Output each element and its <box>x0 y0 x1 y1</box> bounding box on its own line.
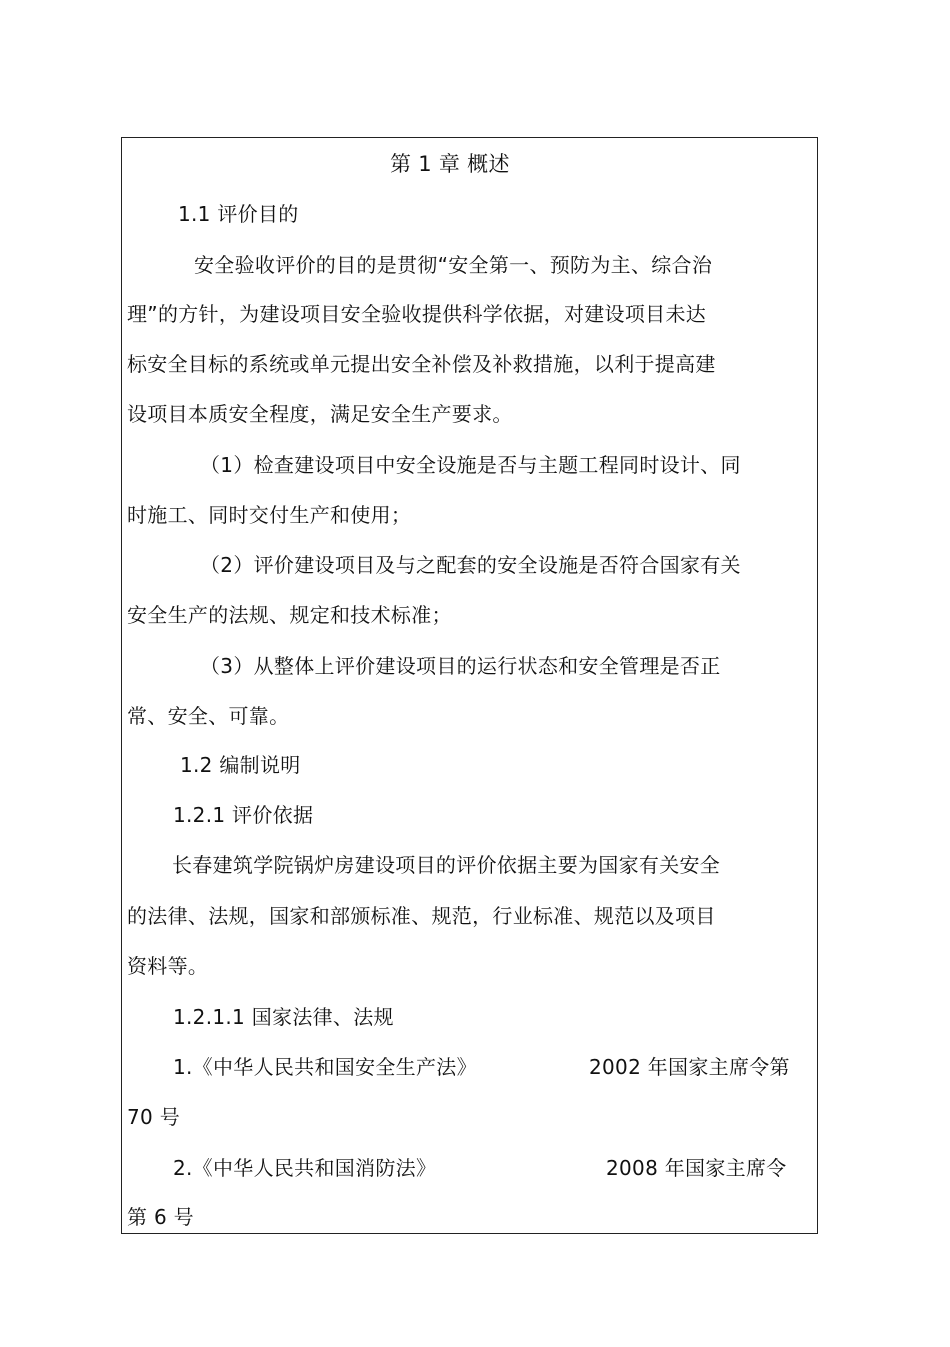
paragraph-line: 长春建筑学院锅炉房建设项目的评价依据主要为国家有关安全 <box>172 853 721 877</box>
law-decree-continued: 70 号 <box>127 1105 181 1129</box>
paragraph-line: 安全验收评价的目的是贯彻“安全第一、预防为主、综合治 <box>194 253 713 277</box>
list-item-line: （1）检查建设项目中安全设施是否与主题工程同时设计、同 <box>200 453 741 477</box>
list-item-line: 安全生产的法规、规定和技术标准； <box>127 603 452 627</box>
section-heading: 1.2 编制说明 <box>180 753 301 777</box>
list-item-line: 常、安全、可靠。 <box>127 704 290 728</box>
list-item-line: （2）评价建设项目及与之配套的安全设施是否符合国家有关 <box>200 553 741 577</box>
list-item-line: （3）从整体上评价建设项目的运行状态和安全管理是否正 <box>200 654 721 678</box>
law-decree-continued: 第 6 号 <box>127 1205 194 1229</box>
law-title: 1.《中华人民共和国安全生产法》 <box>173 1055 477 1079</box>
paragraph-line: 资料等。 <box>127 954 209 978</box>
paragraph-line: 的法律、法规，国家和部颁标准、规范，行业标准、规范以及项目 <box>127 904 716 928</box>
law-title: 2.《中华人民共和国消防法》 <box>173 1156 437 1180</box>
subsection-heading: 1.2.1.1 国家法律、法规 <box>173 1005 394 1029</box>
paragraph-line: 设项目本质安全程度，满足安全生产要求。 <box>127 402 513 426</box>
paragraph-line: 理”的方针，为建设项目安全验收提供科学依据，对建设项目未达 <box>127 302 707 326</box>
law-decree: 2008 年国家主席令 <box>606 1156 787 1180</box>
section-heading: 1.1 评价目的 <box>178 202 299 226</box>
law-decree: 2002 年国家主席令第 <box>589 1055 790 1079</box>
list-item-line: 时施工、同时交付生产和使用； <box>127 503 412 527</box>
chapter-title: 第 1 章 概述 <box>390 152 510 176</box>
paragraph-line: 标安全目标的系统或单元提出安全补偿及补救措施，以利于提高建 <box>127 352 716 376</box>
subsection-heading: 1.2.1 评价依据 <box>173 803 314 827</box>
